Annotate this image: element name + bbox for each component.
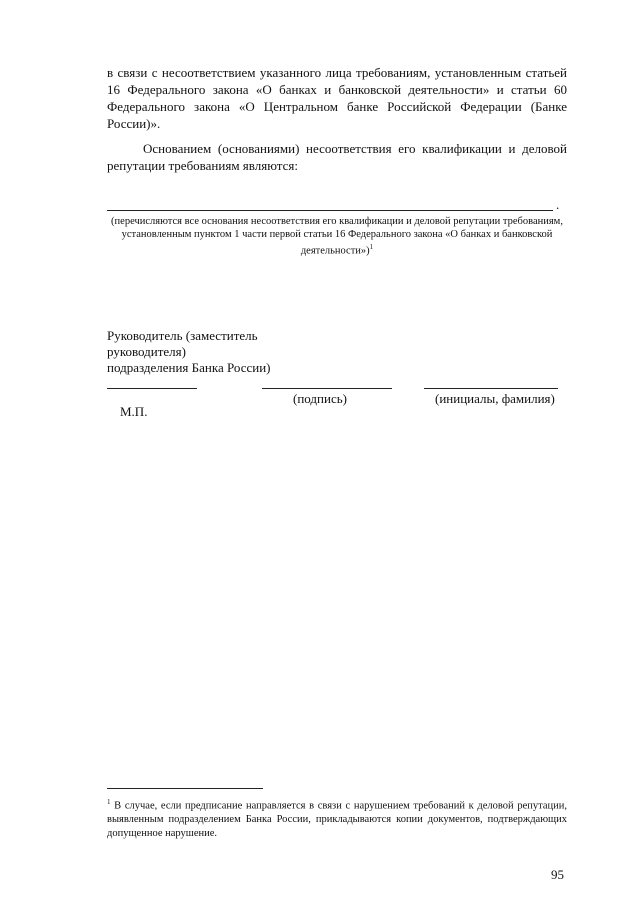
signatory-title: [107, 328, 271, 376]
position-line: [107, 388, 197, 389]
signatory-line-2: руководителя): [107, 344, 186, 359]
footnote: [107, 796, 567, 840]
footnote-text: В случае, если предписание направляется в связи с нарушением требований к деловой репутации, выявленным подразделением Банка России, прикладываются копии документов, подтверждающих допущенное нарушение.: [107, 800, 567, 839]
signatory-line-3: подразделения Банка России): [107, 360, 271, 375]
stamp-label: М.П.: [120, 404, 148, 419]
signatory-line-1: Руководитель (заместитель: [107, 328, 258, 343]
name-line: [424, 388, 558, 389]
name-caption: (инициалы, фамилия): [435, 391, 555, 406]
signature-line: [262, 388, 392, 389]
body-paragraph-2: Основанием (основаниями) несоответствия его квалификации и деловой репутации требованиям являются:: [107, 141, 567, 173]
footnote-marker: 1: [107, 798, 111, 806]
fill-in-line-dot: .: [556, 197, 560, 212]
fill-in-line: [107, 210, 553, 211]
footnote-separator: [107, 788, 263, 789]
footnote-reference: 1: [369, 243, 374, 251]
body-paragraph-1: в связи с несоответствием указанного лица требованиям, установленным статьей 16 Федерального закона «О банках и банковской деятельности» и статьи 60 Федерального закона «О Центральном банке Российской Федерации (Банке России)».: [107, 65, 567, 131]
fill-in-note-text: (перечисляются все основания несоответствия его квалификации и деловой репутации требованиям, установленным пунктом 1 части первой статьи 16 Федерального закона «О банках и банковской деятельности»): [111, 216, 563, 257]
page-number: 95: [551, 867, 564, 882]
fill-in-note: [107, 215, 567, 258]
signature-caption: (подпись): [293, 391, 347, 406]
